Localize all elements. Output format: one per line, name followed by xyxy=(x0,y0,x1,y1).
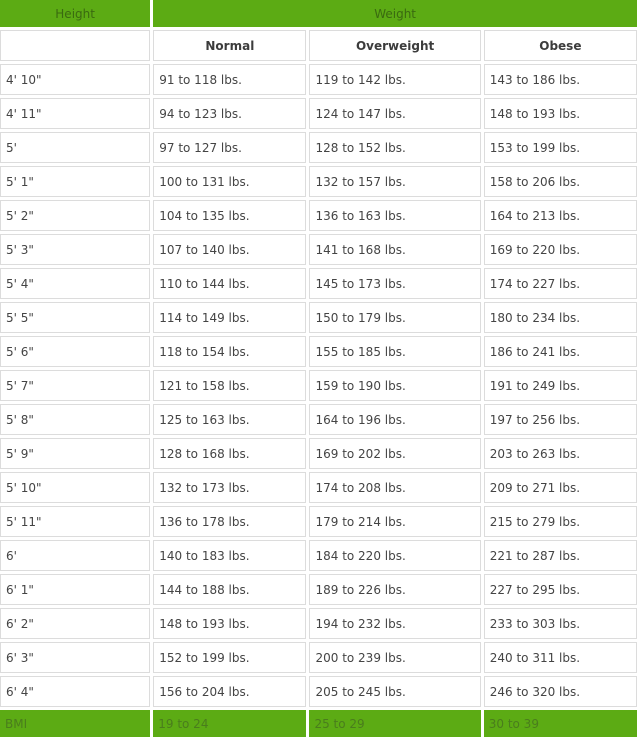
overweight-cell: 150 to 179 lbs. xyxy=(309,302,480,333)
table-body xyxy=(0,64,637,707)
overweight-header: Overweight xyxy=(309,30,480,61)
height-header: Height xyxy=(0,0,150,27)
overweight-cell: 189 to 226 lbs. xyxy=(309,574,480,605)
header-row xyxy=(0,0,637,27)
height-cell: 4' 10" xyxy=(0,64,150,95)
normal-cell: 136 to 178 lbs. xyxy=(153,506,306,537)
bmi-row xyxy=(0,710,637,737)
overweight-cell: 141 to 168 lbs. xyxy=(309,234,480,265)
height-cell: 5' 5" xyxy=(0,302,150,333)
obese-cell: 209 to 271 lbs. xyxy=(484,472,637,503)
normal-header: Normal xyxy=(153,30,306,61)
table-row xyxy=(0,302,637,333)
normal-cell: 144 to 188 lbs. xyxy=(153,574,306,605)
normal-cell: 110 to 144 lbs. xyxy=(153,268,306,299)
normal-cell: 121 to 158 lbs. xyxy=(153,370,306,401)
table-row xyxy=(0,234,637,265)
obese-cell: 246 to 320 lbs. xyxy=(484,676,637,707)
obese-cell: 148 to 193 lbs. xyxy=(484,98,637,129)
empty-header-cell xyxy=(0,30,150,61)
normal-cell: 100 to 131 lbs. xyxy=(153,166,306,197)
height-cell: 6' xyxy=(0,540,150,571)
normal-cell: 97 to 127 lbs. xyxy=(153,132,306,163)
table-row xyxy=(0,404,637,435)
bmi-normal: 19 to 24 xyxy=(153,710,306,737)
normal-cell: 140 to 183 lbs. xyxy=(153,540,306,571)
height-cell: 5' 4" xyxy=(0,268,150,299)
height-cell: 5' 10" xyxy=(0,472,150,503)
normal-cell: 156 to 204 lbs. xyxy=(153,676,306,707)
normal-cell: 128 to 168 lbs. xyxy=(153,438,306,469)
table-row xyxy=(0,132,637,163)
overweight-cell: 205 to 245 lbs. xyxy=(309,676,480,707)
table-row xyxy=(0,642,637,673)
bmi-obese: 30 to 39 xyxy=(484,710,637,737)
table-row xyxy=(0,472,637,503)
normal-cell: 94 to 123 lbs. xyxy=(153,98,306,129)
normal-cell: 114 to 149 lbs. xyxy=(153,302,306,333)
height-cell: 6' 2" xyxy=(0,608,150,639)
table-row xyxy=(0,370,637,401)
bmi-label: BMI xyxy=(0,710,150,737)
table-row xyxy=(0,64,637,95)
obese-cell: 215 to 279 lbs. xyxy=(484,506,637,537)
overweight-cell: 128 to 152 lbs. xyxy=(309,132,480,163)
normal-cell: 152 to 199 lbs. xyxy=(153,642,306,673)
overweight-cell: 169 to 202 lbs. xyxy=(309,438,480,469)
overweight-cell: 174 to 208 lbs. xyxy=(309,472,480,503)
obese-cell: 227 to 295 lbs. xyxy=(484,574,637,605)
height-cell: 6' 1" xyxy=(0,574,150,605)
obese-cell: 153 to 199 lbs. xyxy=(484,132,637,163)
table-row xyxy=(0,574,637,605)
overweight-cell: 136 to 163 lbs. xyxy=(309,200,480,231)
table-row xyxy=(0,268,637,299)
obese-cell: 186 to 241 lbs. xyxy=(484,336,637,367)
table-row xyxy=(0,506,637,537)
obese-cell: 203 to 263 lbs. xyxy=(484,438,637,469)
table-row xyxy=(0,200,637,231)
overweight-cell: 132 to 157 lbs. xyxy=(309,166,480,197)
obese-cell: 158 to 206 lbs. xyxy=(484,166,637,197)
normal-cell: 118 to 154 lbs. xyxy=(153,336,306,367)
overweight-cell: 194 to 232 lbs. xyxy=(309,608,480,639)
height-cell: 6' 4" xyxy=(0,676,150,707)
height-cell: 5' 8" xyxy=(0,404,150,435)
height-cell: 6' 3" xyxy=(0,642,150,673)
obese-cell: 143 to 186 lbs. xyxy=(484,64,637,95)
obese-cell: 180 to 234 lbs. xyxy=(484,302,637,333)
normal-cell: 91 to 118 lbs. xyxy=(153,64,306,95)
overweight-cell: 164 to 196 lbs. xyxy=(309,404,480,435)
normal-cell: 125 to 163 lbs. xyxy=(153,404,306,435)
normal-cell: 132 to 173 lbs. xyxy=(153,472,306,503)
table-row xyxy=(0,540,637,571)
table-row xyxy=(0,336,637,367)
table-row xyxy=(0,98,637,129)
height-cell: 5' 1" xyxy=(0,166,150,197)
height-cell: 5' 6" xyxy=(0,336,150,367)
obese-cell: 233 to 303 lbs. xyxy=(484,608,637,639)
obese-cell: 174 to 227 lbs. xyxy=(484,268,637,299)
height-cell: 5' 9" xyxy=(0,438,150,469)
overweight-cell: 184 to 220 lbs. xyxy=(309,540,480,571)
overweight-cell: 179 to 214 lbs. xyxy=(309,506,480,537)
obese-cell: 221 to 287 lbs. xyxy=(484,540,637,571)
normal-cell: 148 to 193 lbs. xyxy=(153,608,306,639)
obese-cell: 169 to 220 lbs. xyxy=(484,234,637,265)
obese-cell: 191 to 249 lbs. xyxy=(484,370,637,401)
height-cell: 5' 7" xyxy=(0,370,150,401)
height-cell: 5' 3" xyxy=(0,234,150,265)
overweight-cell: 145 to 173 lbs. xyxy=(309,268,480,299)
overweight-cell: 119 to 142 lbs. xyxy=(309,64,480,95)
overweight-cell: 200 to 239 lbs. xyxy=(309,642,480,673)
subheader-row xyxy=(0,30,637,61)
height-cell: 5' 2" xyxy=(0,200,150,231)
overweight-cell: 155 to 185 lbs. xyxy=(309,336,480,367)
height-cell: 4' 11" xyxy=(0,98,150,129)
normal-cell: 107 to 140 lbs. xyxy=(153,234,306,265)
table-row xyxy=(0,676,637,707)
table-row xyxy=(0,608,637,639)
obese-cell: 240 to 311 lbs. xyxy=(484,642,637,673)
overweight-cell: 159 to 190 lbs. xyxy=(309,370,480,401)
height-cell: 5' 11" xyxy=(0,506,150,537)
table-row xyxy=(0,438,637,469)
table-row xyxy=(0,166,637,197)
normal-cell: 104 to 135 lbs. xyxy=(153,200,306,231)
obese-header: Obese xyxy=(484,30,637,61)
obese-cell: 164 to 213 lbs. xyxy=(484,200,637,231)
height-cell: 5' xyxy=(0,132,150,163)
obese-cell: 197 to 256 lbs. xyxy=(484,404,637,435)
weight-header: Weight xyxy=(153,0,637,27)
overweight-cell: 124 to 147 lbs. xyxy=(309,98,480,129)
bmi-overweight: 25 to 29 xyxy=(309,710,480,737)
